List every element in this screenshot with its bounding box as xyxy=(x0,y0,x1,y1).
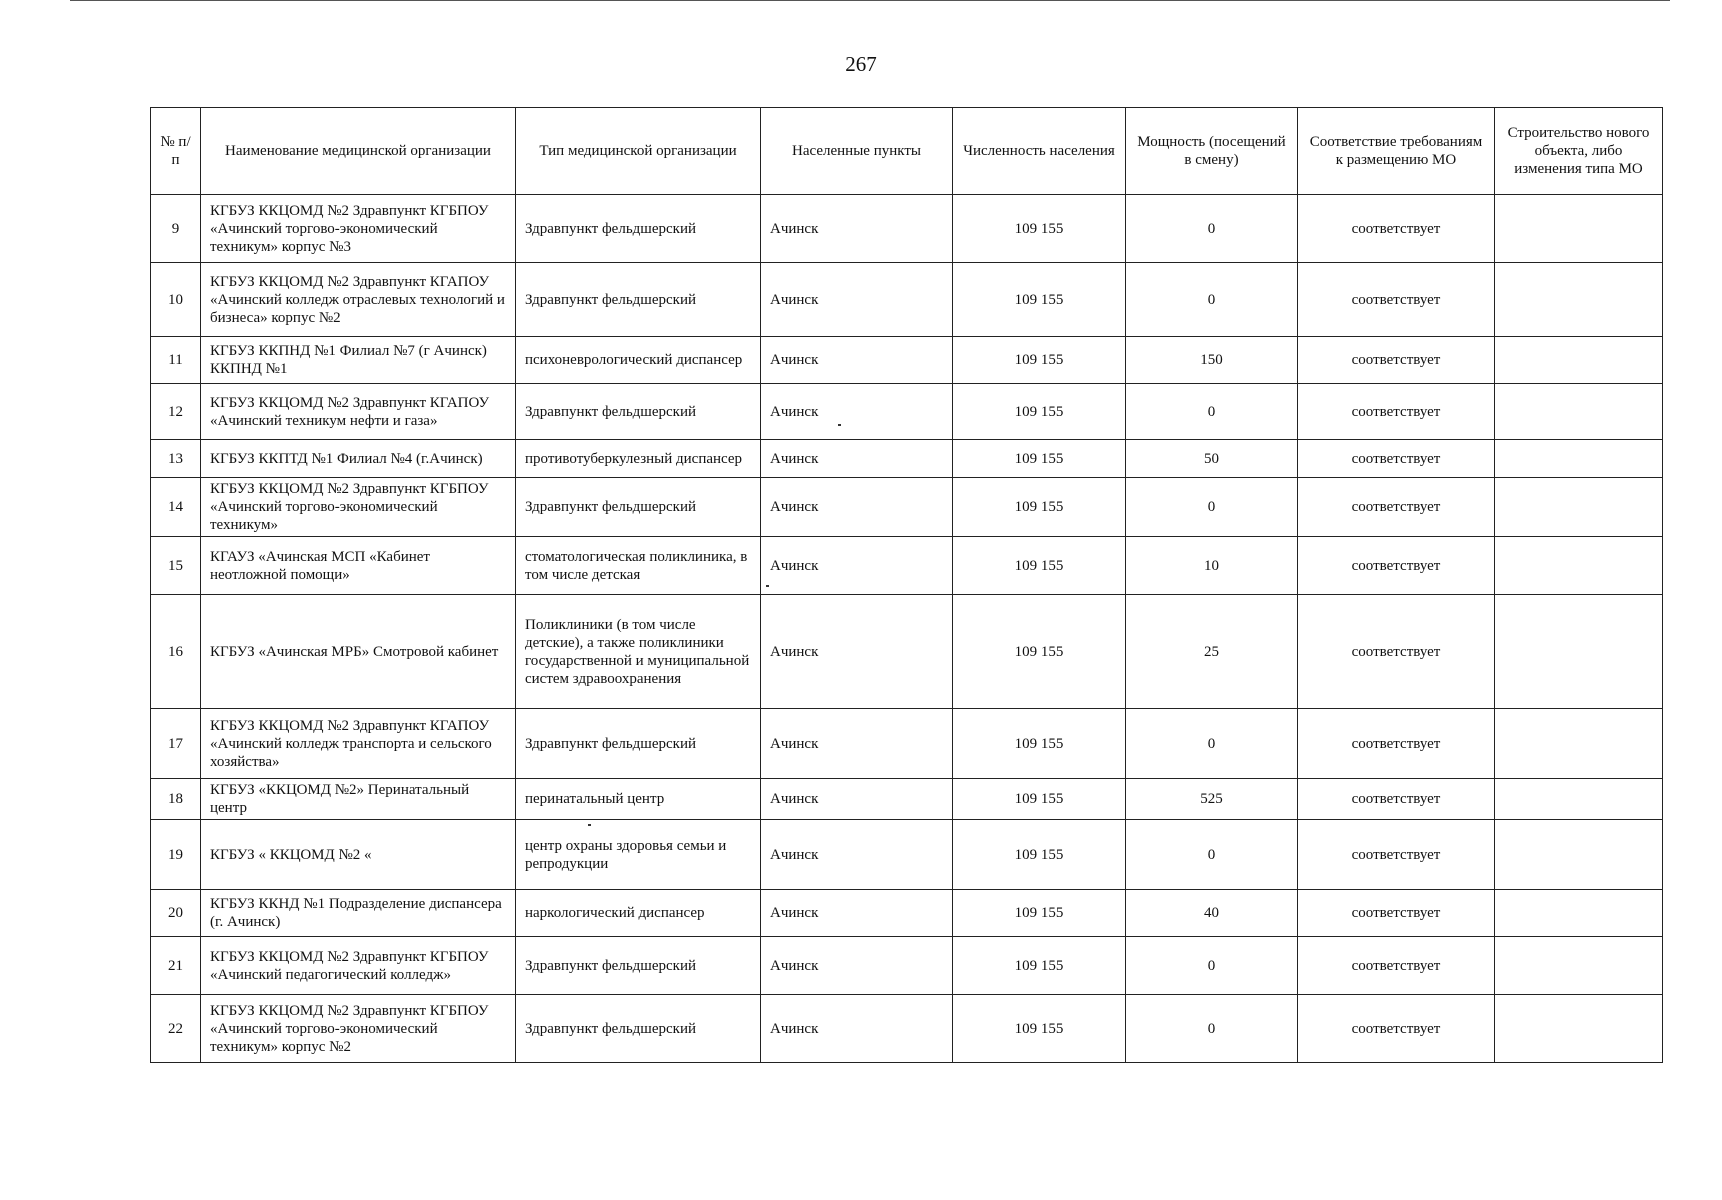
table-row xyxy=(151,937,1663,995)
organization-type: Поликлиники (в том числе детские), а также поликлиники государственной и муниципальной систем здравоохранения xyxy=(516,595,761,709)
capacity: 0 xyxy=(1126,820,1298,890)
table-row xyxy=(151,779,1663,820)
settlement: Ачинск xyxy=(761,779,953,820)
table-row xyxy=(151,195,1663,263)
compliance: соответствует xyxy=(1298,709,1495,779)
organization-type: Здравпункт фельдшерский xyxy=(516,384,761,440)
capacity: 50 xyxy=(1126,440,1298,478)
compliance: соответствует xyxy=(1298,384,1495,440)
row-number: 21 xyxy=(151,937,201,995)
compliance: соответствует xyxy=(1298,537,1495,595)
compliance: соответствует xyxy=(1298,263,1495,337)
row-number: 15 xyxy=(151,537,201,595)
capacity: 0 xyxy=(1126,995,1298,1063)
settlement: Ачинск xyxy=(761,263,953,337)
population: 109 155 xyxy=(953,440,1126,478)
row-number: 9 xyxy=(151,195,201,263)
settlement: Ачинск xyxy=(761,384,953,440)
settlement: Ачинск xyxy=(761,195,953,263)
row-number: 11 xyxy=(151,337,201,384)
organization-type: Здравпункт фельдшерский xyxy=(516,709,761,779)
construction xyxy=(1495,384,1663,440)
header-capacity: Мощность (посещений в смену) xyxy=(1126,108,1298,195)
capacity: 0 xyxy=(1126,478,1298,537)
header-number: № п/п xyxy=(151,108,201,195)
settlement: Ачинск xyxy=(761,995,953,1063)
row-number: 12 xyxy=(151,384,201,440)
table-row xyxy=(151,478,1663,537)
header-organization-type: Тип медицинской организации xyxy=(516,108,761,195)
population: 109 155 xyxy=(953,995,1126,1063)
construction xyxy=(1495,595,1663,709)
population: 109 155 xyxy=(953,478,1126,537)
table-row xyxy=(151,384,1663,440)
capacity: 525 xyxy=(1126,779,1298,820)
capacity: 0 xyxy=(1126,709,1298,779)
table-row xyxy=(151,709,1663,779)
settlement: Ачинск xyxy=(761,478,953,537)
compliance: соответствует xyxy=(1298,478,1495,537)
organization-type: противотуберкулезный диспансер xyxy=(516,440,761,478)
settlement: Ачинск xyxy=(761,440,953,478)
settlement: Ачинск xyxy=(761,709,953,779)
organization-name: КГБУЗ «Ачинская МРБ» Смотровой кабинет xyxy=(201,595,516,709)
population: 109 155 xyxy=(953,263,1126,337)
row-number: 10 xyxy=(151,263,201,337)
construction xyxy=(1495,890,1663,937)
construction xyxy=(1495,995,1663,1063)
population: 109 155 xyxy=(953,820,1126,890)
organization-name: КГБУЗ ККПТД №1 Филиал №4 (г.Ачинск) xyxy=(201,440,516,478)
population: 109 155 xyxy=(953,195,1126,263)
table-row xyxy=(151,890,1663,937)
scan-artifact xyxy=(588,824,591,826)
scan-artifact xyxy=(838,424,841,426)
organization-name: КГБУЗ ККЦОМД №2 Здравпункт КГБПОУ «Ачинский педагогический колледж» xyxy=(201,937,516,995)
table-header-row xyxy=(151,108,1663,195)
scan-top-border xyxy=(70,0,1670,1)
settlement: Ачинск xyxy=(761,537,953,595)
organization-type: наркологический диспансер xyxy=(516,890,761,937)
settlement: Ачинск xyxy=(761,890,953,937)
organization-name: КГБУЗ ККЦОМД №2 Здравпункт КГАПОУ «Ачинский техникум нефти и газа» xyxy=(201,384,516,440)
construction xyxy=(1495,195,1663,263)
capacity: 0 xyxy=(1126,937,1298,995)
capacity: 0 xyxy=(1126,195,1298,263)
organization-name: КГБУЗ ККПНД №1 Филиал №7 (г Ачинск) ККПНД №1 xyxy=(201,337,516,384)
organization-type: перинатальный центр xyxy=(516,779,761,820)
row-number: 14 xyxy=(151,478,201,537)
capacity: 0 xyxy=(1126,384,1298,440)
compliance: соответствует xyxy=(1298,995,1495,1063)
organization-name: КГБУЗ «ККЦОМД №2» Перинатальный центр xyxy=(201,779,516,820)
row-number: 22 xyxy=(151,995,201,1063)
row-number: 16 xyxy=(151,595,201,709)
construction xyxy=(1495,263,1663,337)
population: 109 155 xyxy=(953,779,1126,820)
organization-type: Здравпункт фельдшерский xyxy=(516,937,761,995)
compliance: соответствует xyxy=(1298,595,1495,709)
settlement: Ачинск xyxy=(761,820,953,890)
organization-name: КГБУЗ ККЦОМД №2 Здравпункт КГБПОУ «Ачинский торгово-экономический техникум» корпус №2 xyxy=(201,995,516,1063)
table-row xyxy=(151,440,1663,478)
population: 109 155 xyxy=(953,384,1126,440)
row-number: 13 xyxy=(151,440,201,478)
organization-name: КГБУЗ « ККЦОМД №2 « xyxy=(201,820,516,890)
capacity: 40 xyxy=(1126,890,1298,937)
construction xyxy=(1495,440,1663,478)
header-construction: Строительство нового объекта, либо изменения типа МО xyxy=(1495,108,1663,195)
construction xyxy=(1495,937,1663,995)
settlement: Ачинск xyxy=(761,337,953,384)
settlement: Ачинск xyxy=(761,937,953,995)
capacity: 0 xyxy=(1126,263,1298,337)
organization-name: КГБУЗ ККЦОМД №2 Здравпункт КГБПОУ «Ачинский торгово-экономический техникум» xyxy=(201,478,516,537)
population: 109 155 xyxy=(953,337,1126,384)
scan-artifact xyxy=(766,585,769,587)
compliance: соответствует xyxy=(1298,337,1495,384)
organization-type: Здравпункт фельдшерский xyxy=(516,995,761,1063)
construction xyxy=(1495,820,1663,890)
table-row xyxy=(151,995,1663,1063)
population: 109 155 xyxy=(953,595,1126,709)
table-row xyxy=(151,337,1663,384)
organization-name: КГБУЗ ККЦОМД №2 Здравпункт КГБПОУ «Ачинский торгово-экономический техникум» корпус №3 xyxy=(201,195,516,263)
organization-name: КГБУЗ ККЦОМД №2 Здравпункт КГАПОУ «Ачинский колледж отраслевых технологий и бизнеса» корпус №2 xyxy=(201,263,516,337)
row-number: 17 xyxy=(151,709,201,779)
compliance: соответствует xyxy=(1298,195,1495,263)
capacity: 150 xyxy=(1126,337,1298,384)
capacity: 10 xyxy=(1126,537,1298,595)
table-row xyxy=(151,263,1663,337)
table-row xyxy=(151,537,1663,595)
population: 109 155 xyxy=(953,890,1126,937)
row-number: 18 xyxy=(151,779,201,820)
table-row xyxy=(151,820,1663,890)
organization-type: Здравпункт фельдшерский xyxy=(516,263,761,337)
header-population: Численность населения xyxy=(953,108,1126,195)
row-number: 19 xyxy=(151,820,201,890)
row-number: 20 xyxy=(151,890,201,937)
capacity: 25 xyxy=(1126,595,1298,709)
compliance: соответствует xyxy=(1298,779,1495,820)
organization-type: центр охраны здоровья семьи и репродукции xyxy=(516,820,761,890)
population: 109 155 xyxy=(953,537,1126,595)
compliance: соответствует xyxy=(1298,820,1495,890)
header-compliance: Соответствие требованиям к размещению МО xyxy=(1298,108,1495,195)
organization-type: Здравпункт фельдшерский xyxy=(516,195,761,263)
population: 109 155 xyxy=(953,709,1126,779)
construction xyxy=(1495,537,1663,595)
construction xyxy=(1495,478,1663,537)
header-organization-name: Наименование медицинской организации xyxy=(201,108,516,195)
header-settlements: Населенные пункты xyxy=(761,108,953,195)
organization-name: КГАУЗ «Ачинская МСП «Кабинет неотложной помощи» xyxy=(201,537,516,595)
compliance: соответствует xyxy=(1298,937,1495,995)
construction xyxy=(1495,779,1663,820)
construction xyxy=(1495,337,1663,384)
organization-name: КГБУЗ ККЦОМД №2 Здравпункт КГАПОУ «Ачинский колледж транспорта и сельского хозяйства» xyxy=(201,709,516,779)
organization-type: психоневрологический диспансер xyxy=(516,337,761,384)
table-row xyxy=(151,595,1663,709)
medical-organizations-table xyxy=(150,107,1663,1063)
construction xyxy=(1495,709,1663,779)
compliance: соответствует xyxy=(1298,440,1495,478)
compliance: соответствует xyxy=(1298,890,1495,937)
settlement: Ачинск xyxy=(761,595,953,709)
organization-type: Здравпункт фельдшерский xyxy=(516,478,761,537)
organization-name: КГБУЗ ККНД №1 Подразделение диспансера (г. Ачинск) xyxy=(201,890,516,937)
organization-type: стоматологическая поликлиника, в том числе детская xyxy=(516,537,761,595)
page-number: 267 xyxy=(845,52,877,76)
population: 109 155 xyxy=(953,937,1126,995)
